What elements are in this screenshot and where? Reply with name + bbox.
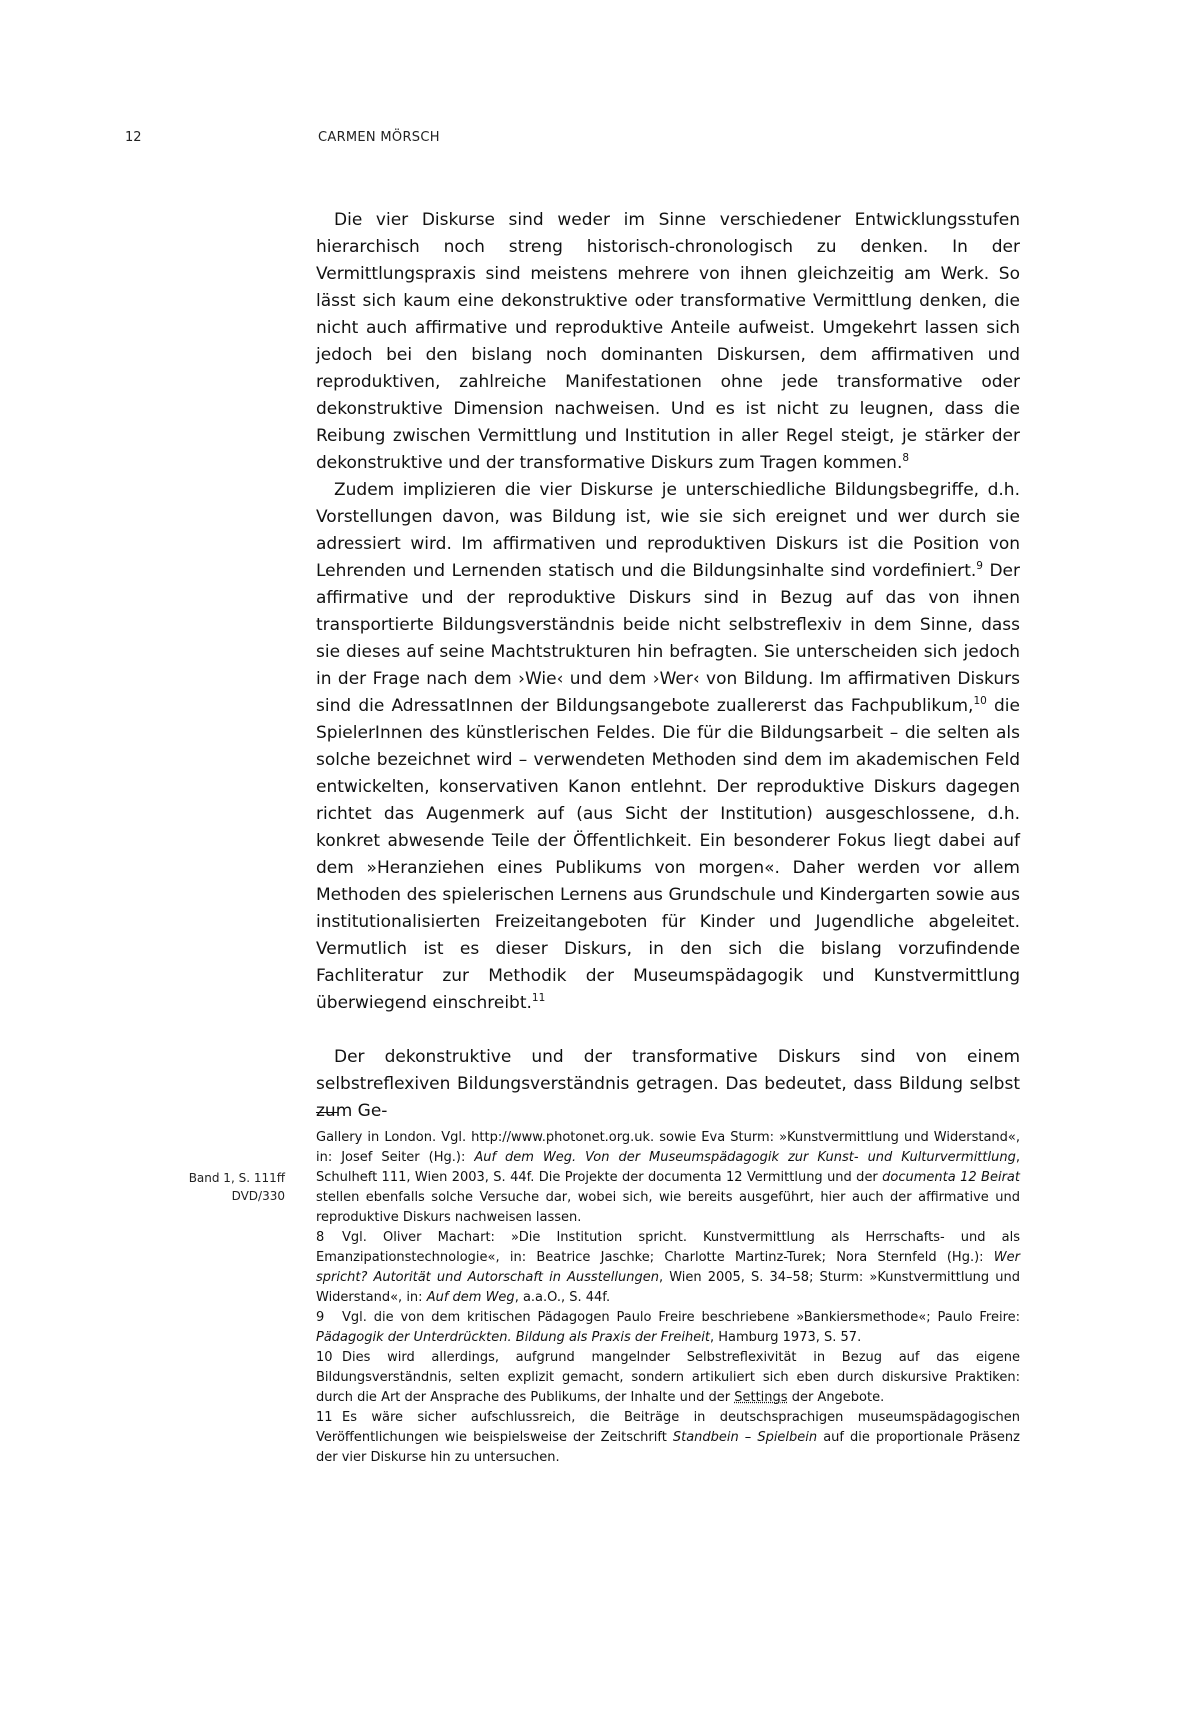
margin-note-band: Band 1, S. 111ff bbox=[188, 1171, 285, 1185]
paragraph-2-text-a: Zudem implizieren die vier Diskurse je unterschiedliche Bildungsbegriffe, d.h. Vorstellungen davon, was Bildung ist, wie sie sich ereignet und wer durch sie adressiert wird. Im affirmativen und reproduktiven Diskurs ist die Position von Lehrenden und Lernenden statisch und die Bildungsinhalte sind vordefiniert. bbox=[316, 480, 1020, 581]
footnote-9-text-b: , Hamburg 1973, S. 57. bbox=[710, 1330, 862, 1345]
footnote-8-title: Wer spricht? Autorität und Autorschaft in Ausstellungen bbox=[316, 1250, 1020, 1285]
footnote-ref-9: 9 bbox=[976, 560, 983, 572]
footnote-8-title-b: Auf dem Weg bbox=[426, 1290, 515, 1305]
footnote-continued bbox=[316, 1128, 1020, 1228]
footnote-11-text: Es wäre sicher aufschlussreich, die Beiträge in deutschsprachigen museumspädagogischen Veröffentlichungen wie beispielsweise der Zeitschrift bbox=[316, 1410, 1020, 1445]
paragraph-2-text-b: Der affirmative und der reproduktive Diskurs sind in Bezug auf das von ihnen transportierte Bildungsverständnis beide nicht selbstreflexiv in dem Sinne, dass sie dieses auf seine Machtstrukturen hin befragten. Sie unterscheiden sich jedoch in der Frage nach dem ›Wie‹ und dem ›Wer‹ von Bildung. Im affirmativen Diskurs sind die AdressatInnen der Bildungsangebote zuallererst das Fachpublikum, bbox=[316, 561, 1020, 716]
paragraph-1 bbox=[316, 207, 1020, 477]
footnote-10-text-b: der Angebote. bbox=[787, 1390, 885, 1405]
margin-note-dvd: DVD/330 bbox=[231, 1189, 285, 1203]
footnote-11-text-b: auf die proportionale Präsenz der vier Diskurse hin zu untersuchen. bbox=[316, 1430, 1020, 1465]
footnote-9-title: Pädagogik der Unterdrückten. Bildung als Praxis der Freiheit bbox=[316, 1330, 710, 1345]
footnote-10 bbox=[316, 1348, 1020, 1408]
footnote-11-title: Standbein – Spielbein bbox=[672, 1430, 818, 1445]
paragraph-1-text: Die vier Diskurse sind weder im Sinne verschiedener Entwicklungsstufen hierarchisch noch streng historisch-chronologisch zu denken. In der Vermittlungspraxis sind meistens mehrere von ihnen gleichzeitig am Werk. So lässt sich kaum eine dekonstruktive oder transformative Vermittlung denken, die nicht auch affirmative und reproduktive Anteile aufweist. Umgekehrt lassen sich jedoch bei den bislang noch dominanten Diskursen, dem affirmativen und reproduktiven, zahlreiche Manifestationen ohne jede transformative oder dekonstruktive Dimension nachweisen. Und es ist nicht zu leugnen, dass die Reibung zwischen Vermittlung und Institution in aller Regel steigt, je stärker der dekonstruktive und der transformative Diskurs zum Tragen kommen. bbox=[316, 210, 1020, 473]
footnote-9-number: 9 bbox=[316, 1310, 325, 1325]
footnote-11 bbox=[316, 1408, 1020, 1468]
footnote-9-text: Vgl. die von dem kritischen Pädagogen Paulo Freire beschriebene »Bankiersmethode«; Paulo Freire: bbox=[342, 1310, 1020, 1325]
footnote-separator bbox=[316, 1112, 338, 1113]
paragraph-2 bbox=[316, 477, 1020, 1017]
footnotes bbox=[316, 1128, 1020, 1468]
footnote-ref-11: 11 bbox=[531, 992, 546, 1004]
footnote-ref-10: 10 bbox=[973, 695, 987, 707]
main-text bbox=[316, 207, 1020, 1125]
footnote-8-text-b: , Wien 2005, S. 34–58; Sturm: »Kunstvermittlung und Widerstand«, in: bbox=[316, 1270, 1020, 1305]
footnote-9 bbox=[316, 1308, 1020, 1348]
margin-cross-reference bbox=[189, 1169, 285, 1205]
footnote-10-text: Dies wird allerdings, aufgrund mangelnder Selbstreflexivität in Bezug auf das eigene Bildungsverständnis, selten explizit gemacht, sondern artikuliert sich eben durch diskursive Praktiken: durch die Art der Ansprache des Publikums, der Inhalte und der bbox=[316, 1350, 1020, 1405]
footnote-continued-text-c: stellen ebenfalls solche Versuche dar, wobei sich, wie bereits ausgeführt, hier auch der affirmative und reproduktive Diskurs nachweisen lassen. bbox=[316, 1190, 1020, 1225]
footnote-8-text: Vgl. Oliver Machart: »Die Institution spricht. Kunstvermittlung als Herrschafts- und als Emanzipationstechnologie«, in: Beatrice Jaschke; Charlotte Martinz-Turek; Nora Sternfeld (Hg.): bbox=[316, 1230, 1020, 1265]
running-head-author: CARMEN MÖRSCH bbox=[318, 130, 440, 145]
footnote-continued-title-b: documenta 12 Beirat bbox=[882, 1170, 1020, 1185]
footnote-continued-text: Gallery in London. Vgl. http://www.photonet.org.uk. sowie Eva Sturm: »Kunstvermittlung und Widerstand«, in: Josef Seiter (Hg.): bbox=[316, 1130, 1020, 1165]
paragraph-2-text-c: die SpielerInnen des künstlerischen Feldes. Die für die Bildungsarbeit – die selten als solche bezeichnet wird – verwendeten Methoden sind dem im akademischen Feld entwickelten, konservativen Kanon entlehnt. Der reproduktive Diskurs dagegen richtet das Augenmerk auf (aus Sicht der Institution) ausgeschlossene, d.h. konkret abwesende Teile der Öffentlichkeit. Ein besonderer Fokus liegt dabei auf dem »Heranziehen eines Publikums von morgen«. Daher werden vor allem Methoden des spielerischen Lernens aus Grundschule und Kindergarten sowie aus institutionalisierten Freizeitangeboten für Kinder und Jugendliche abgeleitet. Vermutlich ist es dieser Diskurs, in den sich die bislang vorzufindende Fachliteratur zur Methodik der Museumspädagogik und Kunstvermittlung überwiegend einschreibt. bbox=[316, 696, 1020, 1013]
footnote-11-number: 11 bbox=[316, 1410, 333, 1425]
footnote-continued-text-b: , Schulheft 111, Wien 2003, S. 44f. Die Projekte der documenta 12 Vermittlung und der bbox=[316, 1150, 1020, 1185]
footnote-8-text-c: , a.a.O., S. 44f. bbox=[514, 1290, 611, 1305]
footnote-continued-title: Auf dem Weg. Von der Museumspädagogik zur Kunst- und Kulturvermittlung bbox=[474, 1150, 1016, 1165]
paragraph-3: Der dekonstruktive und der transformative Diskurs sind von einem selbstreflexiven Bildungsverständnis getragen. Das bedeutet, dass Bildung selbst zum Ge- bbox=[316, 1047, 1020, 1121]
page-number: 12 bbox=[125, 130, 142, 145]
footnote-8-number: 8 bbox=[316, 1230, 325, 1245]
footnote-ref-8: 8 bbox=[902, 452, 910, 464]
footnote-10-settings: Settings bbox=[734, 1390, 788, 1405]
footnote-10-number: 10 bbox=[316, 1350, 333, 1365]
footnote-8 bbox=[316, 1228, 1020, 1308]
